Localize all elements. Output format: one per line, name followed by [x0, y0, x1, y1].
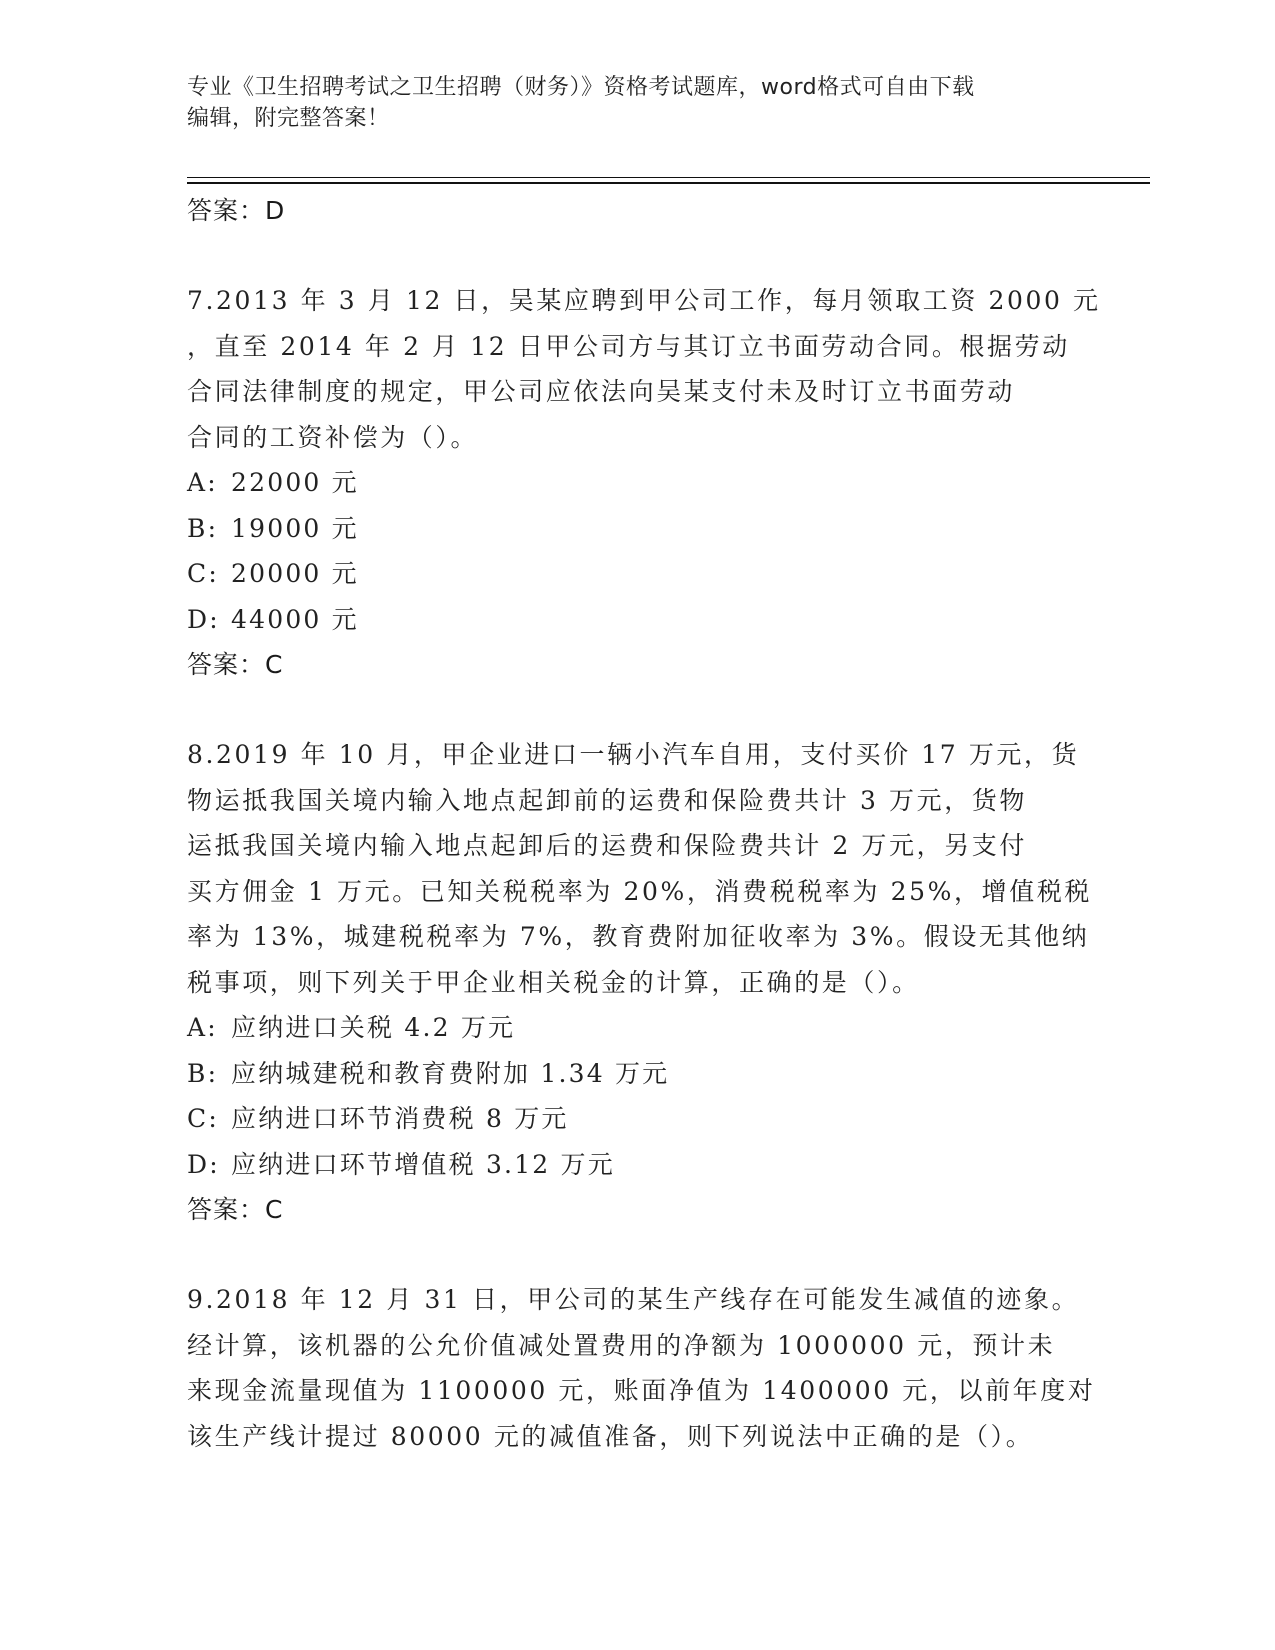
option-letter: B: [187, 513, 219, 543]
answer-line: 答案：C [187, 650, 284, 679]
header-rule-thin [187, 177, 1150, 178]
question-line: 该生产线计提过 80000 元的减值准备，则下列说法中正确的是（）。 [187, 1421, 1034, 1451]
question-line: 9.2018 年 12 月 31 日，甲公司的某生产线存在可能发生减值的迹象。 [187, 1285, 1080, 1314]
option-letter: C: [187, 559, 219, 588]
option-letter: D: [187, 604, 220, 634]
option-a [187, 460, 1067, 506]
option-text: 20000 元 [231, 559, 359, 588]
question-line: 税事项，则下列关于甲企业相关税金的计算，正确的是（）。 [187, 967, 920, 997]
option-letter: B: [187, 1058, 219, 1088]
option-text: 应纳城建税和教育费附加 1.34 万元 [231, 1058, 670, 1088]
question-line: ，直至 2014 年 2 月 12 日甲公司方与其订立书面劳动合同。根据劳动 [187, 331, 1070, 361]
option-d [187, 1142, 1067, 1188]
question-text [187, 278, 1101, 460]
question-text [187, 1277, 1096, 1459]
option-b [187, 506, 1067, 552]
question-line: 运抵我国关境内输入地点起卸后的运费和保险费共计 2 万元，另支付 [187, 831, 1028, 860]
option-text: 19000 元 [231, 513, 359, 543]
header-rule-thick [187, 182, 1150, 184]
question-9 [187, 1277, 1096, 1459]
question-line: 7.2013 年 3 月 12 日，吴某应聘到甲公司工作，每月领取工资 2000 元 [187, 286, 1101, 315]
spacer [187, 1233, 1067, 1277]
option-letter: C: [187, 1104, 219, 1133]
question-7 [187, 278, 1101, 688]
answer-line: 答案：C [187, 1195, 284, 1224]
question-line: 合同法律制度的规定，甲公司应依法向吴某支付未及时订立书面劳动 [187, 377, 1016, 406]
option-c [187, 551, 1067, 597]
question-text [187, 732, 1093, 1005]
option-text: 应纳进口环节增值税 3.12 万元 [231, 1149, 615, 1179]
option-letter: D: [187, 1149, 220, 1179]
option-letter: A: [187, 468, 218, 497]
option-text: 应纳进口关税 4.2 万元 [231, 1013, 516, 1042]
option-text: 应纳进口环节消费税 8 万元 [231, 1104, 569, 1133]
question-line: 来现金流量现值为 1100000 元，账面净值为 1400000 元，以前年度对 [187, 1376, 1096, 1405]
option-text: 22000 元 [231, 468, 359, 497]
page-header [187, 72, 1067, 134]
spacer [187, 688, 1067, 732]
option-text: 44000 元 [231, 604, 359, 634]
question-line: 8.2019 年 10 月，甲企业进口一辆小汽车自用，支付买价 17 万元，货 [187, 740, 1080, 769]
option-a [187, 1005, 1067, 1051]
option-b [187, 1051, 1067, 1097]
option-d [187, 597, 1067, 643]
question-line: 经计算，该机器的公允价值减处置费用的净额为 1000000 元，预计未 [187, 1330, 1056, 1360]
question-line: 率为 13%，城建税税率为 7%，教育费附加征收率为 3%。假设无其他纳 [187, 922, 1090, 951]
option-c [187, 1096, 1067, 1142]
spacer [187, 234, 1067, 278]
question-content [187, 188, 1101, 1459]
question-line: 物运抵我国关境内输入地点起卸前的运费和保险费共计 3 万元，货物 [187, 785, 1028, 815]
question-line: 买方佣金 1 万元。已知关税税率为 20%，消费税税率为 25%，增值税税 [187, 876, 1093, 906]
header-line-2: 编辑，附完整答案！ [187, 106, 390, 131]
option-letter: A: [187, 1013, 218, 1042]
answer-line: 答案：D [187, 196, 286, 225]
question-8 [187, 732, 1093, 1233]
question-line: 合同的工资补偿为（）。 [187, 422, 479, 452]
header-line-1: 专业《卫生招聘考试之卫生招聘（财务）》资格考试题库，word格式可自由下载 [187, 75, 975, 100]
